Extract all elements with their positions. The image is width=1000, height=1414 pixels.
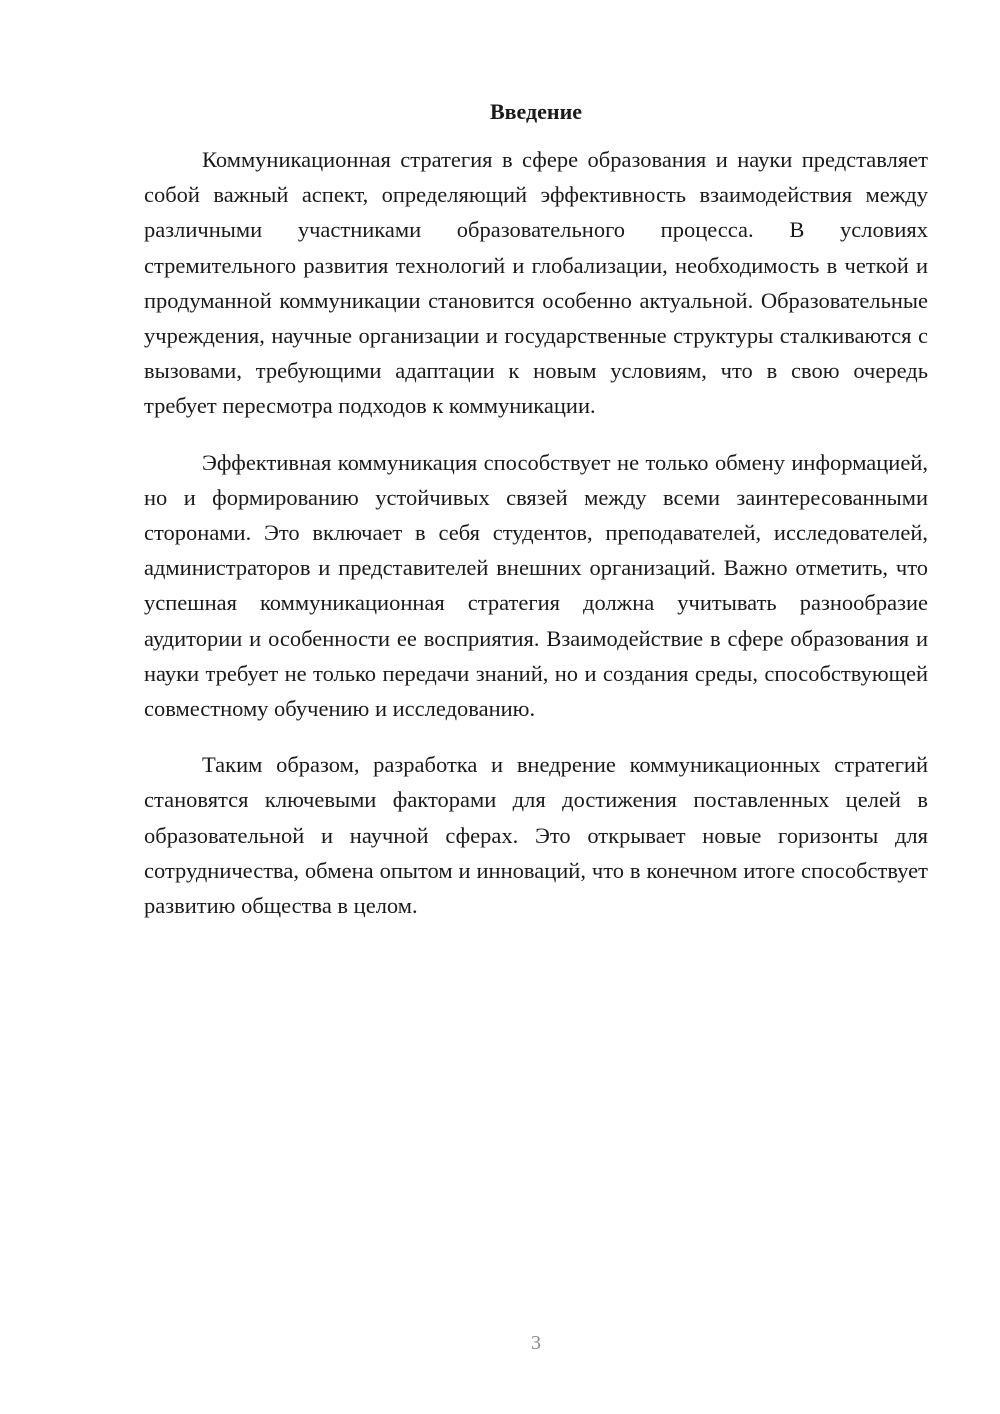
paragraph: Коммуникационная стратегия в сфере образования и науки представляет собой важный аспект, определяющий эффективность взаимодействия между различными участниками образовательного процесса. В условиях стремительного развития технологий и глобализации, необходимость в четкой и продуманной коммуникации становится особенно актуальной. Образовательные учреждения, научные организации и государственные структуры сталкиваются с вызовами, требующими адаптации к новым условиям, что в свою очередь требует пересмотра подходов к коммуникации. — [144, 147, 928, 419]
paragraph: Эффективная коммуникация способствует не только обмену информацией, но и формированию устойчивых связей между всеми заинтересованными сторонами. Это включает в себя студентов, преподавателей, исследователей, администраторов и представителей внешних организаций. Важно отметить, что успешная коммуникационная стратегия должна учитывать разнообразие аудитории и особенности ее восприятия. Взаимодействие в сфере образования и науки требует не только передачи знаний, но и создания среды, способствующей совместному обучению и исследованию. — [144, 449, 928, 722]
paragraph: Таким образом, разработка и внедрение коммуникационных стратегий становятся ключевыми факторами для достижения поставленных целей в образовательной и научной сферах. Это открывает новые горизонты для сотрудничества, обмена опытом и инноваций, что в конечном итоге способствует развитию общества в целом. — [144, 752, 928, 919]
body-text — [144, 142, 928, 944]
section-heading: Введение — [489, 99, 583, 124]
page-number: 3 — [531, 1332, 541, 1354]
